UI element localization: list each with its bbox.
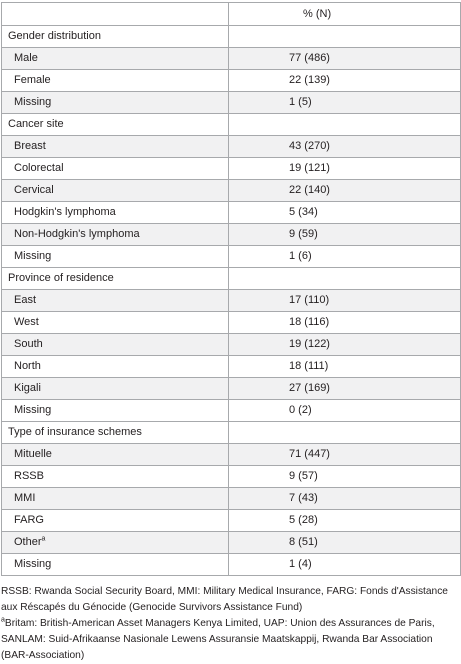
row-label (2, 70, 229, 92)
row-label-text: Non-Hodgkin's lymphoma (14, 228, 140, 240)
row-value: 43 (270) (229, 136, 461, 158)
row-value: 22 (140) (229, 180, 461, 202)
section-row (2, 268, 461, 290)
row-label-text: Missing (14, 250, 52, 262)
section-title: Gender distribution (2, 26, 229, 48)
row-label-text: FARG (14, 514, 44, 526)
table-row (2, 400, 461, 422)
row-label (2, 378, 229, 400)
row-label (2, 554, 229, 576)
section-row (2, 422, 461, 444)
row-value: 5 (28) (229, 510, 461, 532)
section-value-cell (229, 114, 461, 136)
row-label-text: Breast (14, 140, 46, 152)
row-label-text: Missing (14, 558, 52, 570)
row-label-footnote-marker: a (41, 535, 46, 543)
row-label (2, 48, 229, 70)
row-value: 27 (169) (229, 378, 461, 400)
row-label (2, 334, 229, 356)
table-row (2, 312, 461, 334)
table-row (2, 554, 461, 576)
row-label-text: RSSB (14, 470, 44, 482)
header-label-cell (2, 3, 229, 26)
row-label (2, 180, 229, 202)
section-title: Province of residence (2, 268, 229, 290)
table-row (2, 92, 461, 114)
table-row (2, 48, 461, 70)
table-row (2, 510, 461, 532)
row-label-text: North (14, 360, 41, 372)
row-value: 9 (59) (229, 224, 461, 246)
row-label-text: Colorectal (14, 162, 64, 174)
row-value: 22 (139) (229, 70, 461, 92)
section-row (2, 114, 461, 136)
row-label-text: Female (14, 74, 51, 86)
row-label-text: Missing (14, 404, 52, 416)
row-value: 1 (6) (229, 246, 461, 268)
row-label (2, 158, 229, 180)
table-row (2, 246, 461, 268)
row-label (2, 532, 229, 554)
row-label (2, 356, 229, 378)
row-label-text: Male (14, 52, 38, 64)
section-value-cell (229, 26, 461, 48)
row-label (2, 510, 229, 532)
section-value-cell (229, 268, 461, 290)
row-label-text: Cervical (14, 184, 54, 196)
row-label-text: Kigali (14, 382, 41, 394)
table-row (2, 532, 461, 554)
row-label (2, 466, 229, 488)
table-row (2, 356, 461, 378)
row-label (2, 290, 229, 312)
table-row (2, 444, 461, 466)
row-value: 71 (447) (229, 444, 461, 466)
section-title: Cancer site (2, 114, 229, 136)
row-value: 17 (110) (229, 290, 461, 312)
row-label (2, 400, 229, 422)
table-row (2, 290, 461, 312)
row-value: 1 (4) (229, 554, 461, 576)
row-value: 7 (43) (229, 488, 461, 510)
table-row (2, 488, 461, 510)
row-label-text: Hodgkin's lymphoma (14, 206, 116, 218)
row-label-text: Other (14, 536, 42, 548)
section-row (2, 26, 461, 48)
table-row (2, 466, 461, 488)
table-row (2, 136, 461, 158)
table-header-row (2, 3, 461, 26)
row-label (2, 92, 229, 114)
row-label (2, 488, 229, 510)
table-row (2, 202, 461, 224)
row-value: 0 (2) (229, 400, 461, 422)
row-label (2, 444, 229, 466)
row-value: 19 (122) (229, 334, 461, 356)
row-value: 9 (57) (229, 466, 461, 488)
footnote-marker: a (1, 616, 5, 624)
section-value-cell (229, 422, 461, 444)
footnote-abbreviations: RSSB: Rwanda Social Security Board, MMI: Military Medical Insurance, FARG: Fonds d'Assistance aux Réscapés du Génocide (Genocide Survivors Assistance Fund) (1, 586, 448, 613)
row-label (2, 202, 229, 224)
header-value-cell: % (N) (229, 3, 461, 26)
row-label (2, 312, 229, 334)
demographics-table (1, 2, 461, 576)
row-label-text: South (14, 338, 43, 350)
table-row (2, 180, 461, 202)
table-row (2, 158, 461, 180)
section-title: Type of insurance schemes (2, 422, 229, 444)
row-label-text: Mituelle (14, 448, 52, 460)
row-value: 1 (5) (229, 92, 461, 114)
table-row (2, 378, 461, 400)
row-label-text: East (14, 294, 37, 306)
row-value: 18 (116) (229, 312, 461, 334)
row-value: 19 (121) (229, 158, 461, 180)
row-label (2, 136, 229, 158)
footnote-other (1, 616, 459, 664)
table-row (2, 334, 461, 356)
table-body (2, 26, 461, 576)
row-value: 18 (111) (229, 356, 461, 378)
table-footnotes (0, 584, 459, 664)
table-row (2, 224, 461, 246)
table-row (2, 70, 461, 92)
row-label-text: MMI (14, 492, 36, 504)
row-value: 5 (34) (229, 202, 461, 224)
row-label-text: Missing (14, 96, 52, 108)
row-value: 8 (51) (229, 532, 461, 554)
row-label (2, 246, 229, 268)
row-value: 77 (486) (229, 48, 461, 70)
row-label-text: West (14, 316, 39, 328)
row-label (2, 224, 229, 246)
footnote-other-text: Britam: British-American Asset Managers Kenya Limited, UAP: Union des Assurances de Paris, SANLAM: Suid-Afrikaanse Nasionale Lewens Assuransie Maatskappij, Rwanda Bar Association (BAR-Association) (1, 618, 435, 661)
